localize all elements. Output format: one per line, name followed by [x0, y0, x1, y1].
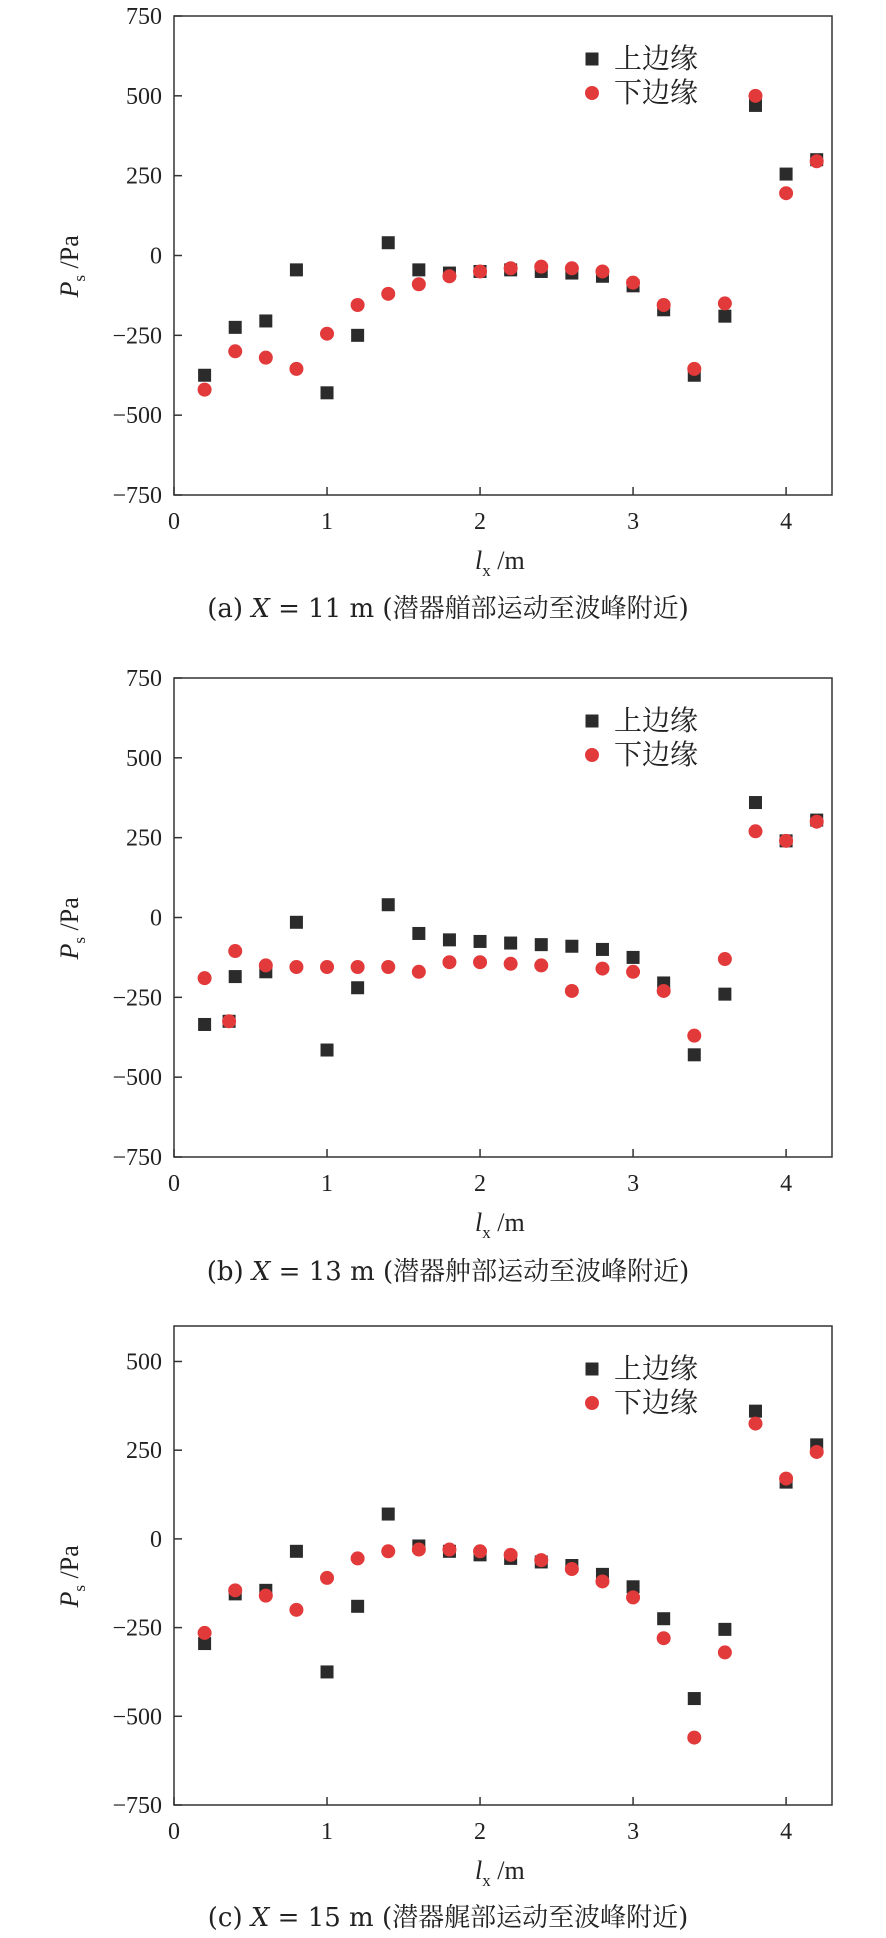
data-point	[351, 329, 364, 342]
data-point	[565, 1562, 579, 1576]
data-point	[718, 952, 732, 966]
x-tick-label: 2	[474, 509, 487, 535]
x-tick-label: 3	[627, 1819, 640, 1845]
data-point	[222, 1014, 236, 1028]
series-lower-edge	[198, 89, 824, 397]
caption-prefix: (c)	[207, 1903, 251, 1933]
data-point	[657, 1612, 670, 1625]
y-axis-subscript: s	[70, 1584, 89, 1592]
caption-prefix: (a)	[207, 594, 252, 624]
y-tick-label: −500	[112, 1704, 162, 1731]
y-tick-label: −500	[112, 1065, 162, 1092]
data-point	[596, 943, 609, 956]
data-point	[595, 264, 609, 278]
legend-marker	[586, 1363, 599, 1376]
x-axis-subscript: x	[482, 1871, 491, 1890]
data-point	[657, 1631, 671, 1645]
data-point	[198, 1626, 212, 1640]
data-point	[381, 287, 395, 301]
data-point	[595, 962, 609, 976]
chart-1	[55, 4, 832, 624]
data-point	[442, 1543, 456, 1557]
x-axis-label	[475, 546, 525, 580]
data-point	[321, 1665, 334, 1678]
chart-3	[55, 1326, 832, 1933]
y-tick-label: −750	[112, 1145, 162, 1171]
data-point	[412, 277, 426, 291]
data-point	[228, 944, 242, 958]
y-tick-label: 250	[126, 163, 162, 190]
series-upper-edge	[198, 796, 823, 1061]
data-point	[748, 89, 762, 103]
data-point	[657, 298, 671, 312]
data-point	[381, 1544, 395, 1558]
data-point	[657, 984, 671, 998]
data-point	[718, 310, 731, 323]
data-point	[688, 1692, 701, 1705]
x-axis-unit: /m	[490, 1208, 525, 1237]
data-point	[289, 960, 303, 974]
data-point	[504, 261, 518, 275]
caption-text: = 13 m (潜器舯部运动至波峰附近)	[270, 1257, 690, 1287]
y-tick-label: −750	[112, 1793, 162, 1819]
legend-label: 下边缘	[614, 738, 699, 771]
data-point	[198, 1018, 211, 1031]
data-point	[626, 965, 640, 979]
data-point	[718, 1645, 732, 1659]
data-point	[718, 1623, 731, 1636]
legend-marker	[585, 748, 599, 762]
data-point	[688, 1048, 701, 1061]
y-tick-label: 750	[126, 666, 162, 692]
y-tick-label: 250	[126, 1438, 162, 1465]
data-point	[473, 955, 487, 969]
y-tick-label: 0	[150, 905, 162, 932]
y-tick-label: 500	[126, 745, 162, 772]
data-point	[687, 1029, 701, 1043]
y-axis-subscript: s	[70, 274, 89, 282]
data-point	[810, 154, 824, 168]
data-point	[382, 236, 395, 249]
caption-text: = 11 m (潜器艏部运动至波峰附近)	[269, 594, 689, 624]
data-point	[535, 938, 548, 951]
chart-2	[55, 666, 832, 1287]
x-axis-subscript: x	[482, 561, 491, 580]
x-axis-symbol: l	[475, 1208, 483, 1237]
y-axis-unit: /Pa	[55, 1545, 84, 1585]
data-point	[259, 314, 272, 327]
data-point	[810, 1445, 824, 1459]
data-point	[718, 296, 732, 310]
data-point	[351, 960, 365, 974]
data-point	[779, 834, 793, 848]
y-tick-label: −250	[112, 323, 162, 350]
legend-label: 下边缘	[614, 76, 699, 109]
caption-text: = 15 m (潜器艉部运动至波峰附近)	[269, 1903, 689, 1933]
data-point	[565, 261, 579, 275]
x-axis-symbol: l	[475, 546, 483, 575]
x-tick-label: 0	[168, 509, 180, 535]
data-point	[626, 1590, 640, 1604]
y-tick-label: −250	[112, 1615, 162, 1642]
y-axis-symbol: P	[55, 943, 84, 960]
data-point	[290, 916, 303, 929]
data-point	[443, 933, 456, 946]
data-point	[412, 263, 425, 276]
data-point	[627, 951, 640, 964]
data-point	[259, 958, 273, 972]
y-axis-label	[55, 897, 89, 961]
data-point	[749, 796, 762, 809]
x-axis-label	[475, 1208, 525, 1242]
data-point	[687, 362, 701, 376]
y-tick-label: 500	[126, 1349, 162, 1376]
data-point	[687, 1731, 701, 1745]
data-point	[473, 264, 487, 278]
data-point	[412, 965, 426, 979]
data-point	[504, 957, 518, 971]
data-point	[290, 263, 303, 276]
x-tick-label: 0	[168, 1819, 180, 1845]
y-axis-unit: /Pa	[55, 235, 84, 275]
data-point	[626, 276, 640, 290]
y-tick-label: 500	[126, 83, 162, 110]
x-tick-label: 3	[627, 509, 640, 535]
data-point	[228, 1583, 242, 1597]
x-tick-label: 1	[321, 1171, 334, 1197]
legend-label: 上边缘	[614, 42, 699, 75]
plot-frame	[174, 678, 832, 1157]
x-tick-label: 1	[321, 1819, 334, 1845]
data-point	[412, 1543, 426, 1557]
y-tick-label: −750	[112, 483, 162, 509]
data-point	[595, 1574, 609, 1588]
data-point	[229, 321, 242, 334]
data-point	[442, 955, 456, 969]
data-point	[442, 269, 456, 283]
data-point	[198, 383, 212, 397]
data-point	[565, 984, 579, 998]
legend-marker	[585, 1396, 599, 1410]
x-axis-symbol: l	[475, 1856, 483, 1885]
caption-variable: X	[251, 1257, 271, 1287]
data-point	[779, 186, 793, 200]
plot-frame	[174, 16, 832, 495]
plot-frame	[174, 1326, 832, 1805]
legend-marker	[586, 715, 599, 728]
data-point	[534, 958, 548, 972]
subplot-caption	[207, 594, 688, 624]
y-axis-symbol: P	[55, 1591, 84, 1608]
data-point	[198, 971, 212, 985]
x-axis-subscript: x	[482, 1223, 491, 1242]
y-tick-label: 0	[150, 243, 162, 270]
y-tick-label: −500	[112, 403, 162, 430]
data-point	[229, 970, 242, 983]
data-point	[382, 1508, 395, 1521]
data-point	[351, 1600, 364, 1613]
data-point	[198, 369, 211, 382]
data-point	[351, 981, 364, 994]
legend-label: 下边缘	[614, 1386, 699, 1419]
series-lower-edge	[198, 1417, 824, 1745]
data-point	[320, 1571, 334, 1585]
data-point	[810, 815, 824, 829]
y-axis-unit: /Pa	[55, 897, 84, 937]
data-point	[748, 1417, 762, 1431]
x-tick-label: 4	[780, 1171, 793, 1197]
data-point	[718, 988, 731, 1001]
subplot-caption	[208, 1903, 689, 1933]
y-axis-symbol: P	[55, 281, 84, 298]
x-tick-label: 2	[474, 1171, 487, 1197]
data-point	[565, 940, 578, 953]
data-point	[780, 168, 793, 181]
subplot-caption	[207, 1257, 690, 1287]
x-tick-label: 1	[321, 509, 334, 535]
data-point	[259, 1589, 273, 1603]
data-point	[259, 351, 273, 365]
series-upper-edge	[198, 99, 823, 399]
y-axis-label	[55, 1545, 89, 1609]
x-axis-label	[475, 1856, 525, 1890]
y-tick-label: 250	[126, 825, 162, 852]
data-point	[381, 960, 395, 974]
caption-variable: X	[251, 594, 270, 624]
y-tick-label: −250	[112, 985, 162, 1012]
x-tick-label: 2	[474, 1819, 487, 1845]
data-point	[504, 937, 517, 950]
data-point	[289, 1603, 303, 1617]
data-point	[228, 344, 242, 358]
data-point	[473, 1544, 487, 1558]
data-point	[382, 898, 395, 911]
x-tick-label: 3	[627, 1171, 640, 1197]
data-point	[534, 1553, 548, 1567]
caption-variable: X	[250, 1903, 270, 1933]
data-point	[351, 1551, 365, 1565]
data-point	[779, 1472, 793, 1486]
data-point	[320, 327, 334, 341]
data-point	[321, 1044, 334, 1057]
x-tick-label: 4	[780, 509, 793, 535]
data-point	[474, 935, 487, 948]
x-tick-label: 4	[780, 1819, 793, 1845]
y-tick-label: 0	[150, 1526, 162, 1553]
y-axis-label	[55, 235, 89, 299]
data-point	[504, 1548, 518, 1562]
x-axis-unit: /m	[490, 546, 525, 575]
data-point	[321, 386, 334, 399]
y-axis-subscript: s	[70, 936, 89, 944]
data-point	[748, 824, 762, 838]
y-tick-label: 750	[126, 4, 162, 30]
data-point	[320, 960, 334, 974]
legend-marker	[586, 53, 599, 66]
data-point	[749, 1405, 762, 1418]
caption-prefix: (b)	[206, 1257, 252, 1287]
legend-label: 上边缘	[614, 1352, 699, 1385]
x-tick-label: 0	[168, 1171, 180, 1197]
legend-label: 上边缘	[614, 704, 699, 737]
data-point	[412, 927, 425, 940]
x-axis-unit: /m	[490, 1856, 525, 1885]
data-point	[351, 298, 365, 312]
data-point	[289, 362, 303, 376]
data-point	[290, 1545, 303, 1558]
data-point	[534, 260, 548, 274]
legend-marker	[585, 86, 599, 100]
